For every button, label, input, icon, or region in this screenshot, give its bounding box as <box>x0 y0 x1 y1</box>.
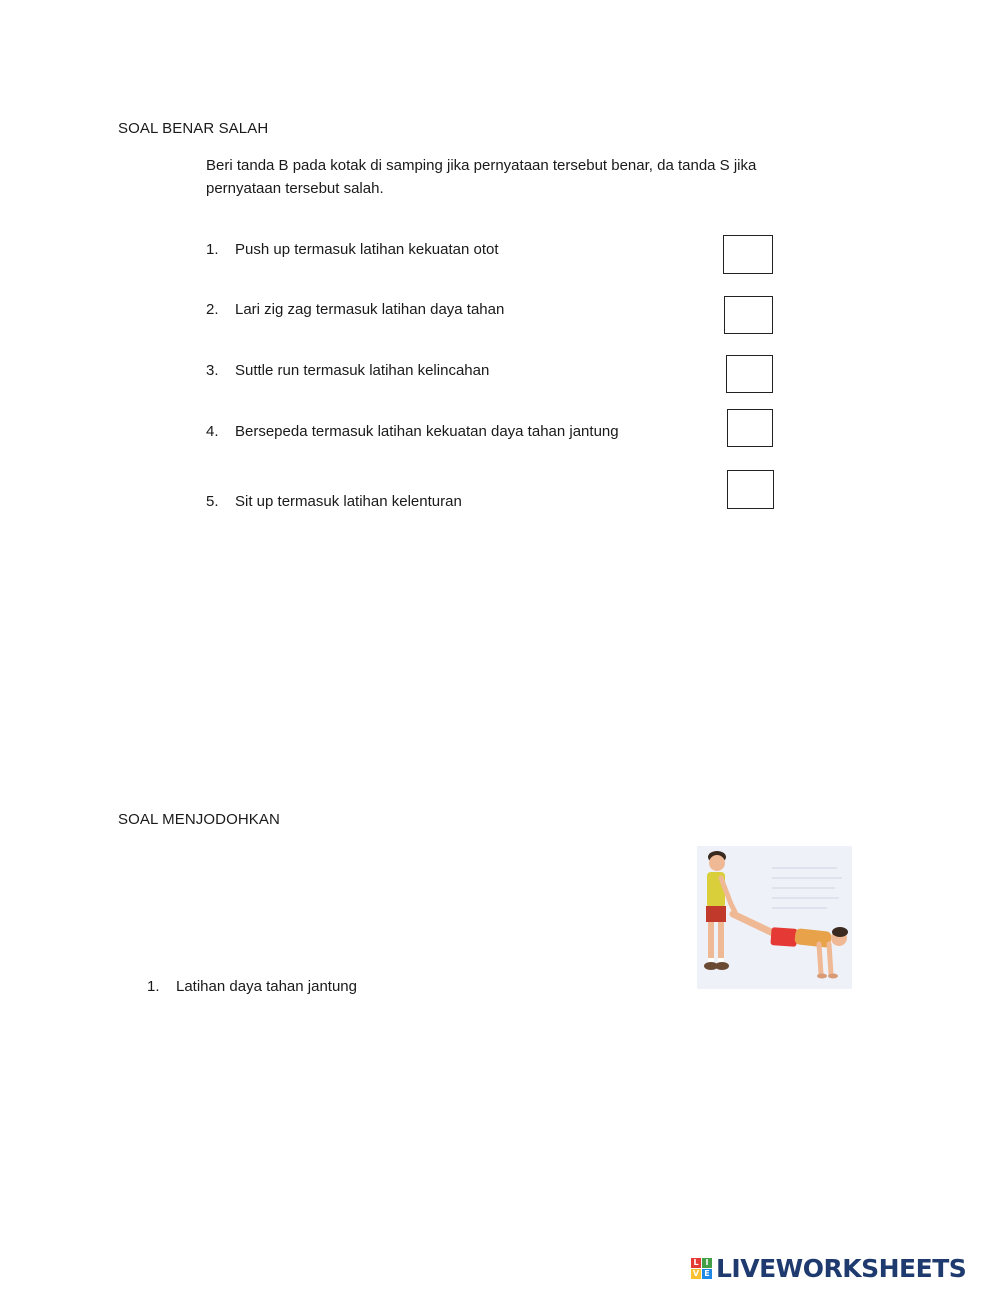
question-text: Bersepeda termasuk latihan kekuatan daya tahan jantung <box>235 423 619 440</box>
logo-letter: I <box>702 1258 712 1268</box>
instruction-text: Beri tanda B pada kotak di samping jika pernyataan tersebut benar, da tanda S jika pernyataan tersebut salah. <box>206 157 757 197</box>
exercise-figure-svg <box>697 846 852 989</box>
question-text: Push up termasuk latihan kekuatan otot <box>235 241 499 258</box>
answer-box-2[interactable] <box>724 296 773 334</box>
liveworksheets-brand-text: LIVEWORKSHEETS <box>716 1254 967 1283</box>
logo-letter: V <box>692 1269 700 1278</box>
answer-box-1[interactable] <box>723 235 773 274</box>
question-number: 5. <box>206 493 219 510</box>
answer-box-4[interactable] <box>727 409 773 447</box>
question-number: 1. <box>206 241 219 258</box>
answer-box-3[interactable] <box>726 355 773 393</box>
question-number: 3. <box>206 362 219 379</box>
section-heading-benar-salah: SOAL BENAR SALAH <box>118 120 269 137</box>
matching-item-number: 1. <box>147 978 160 995</box>
question-text: Lari zig zag termasuk latihan daya tahan <box>235 301 505 318</box>
logo-letter: E <box>702 1269 712 1279</box>
question-number: 4. <box>206 423 219 440</box>
question-number: 2. <box>206 301 219 318</box>
matching-item-text[interactable]: Latihan daya tahan jantung <box>176 978 357 995</box>
wheelbarrow-exercise-illustration[interactable] <box>697 846 852 989</box>
logo-letter: L <box>691 1258 701 1268</box>
section-heading-menjodohkan: SOAL MENJODOHKAN <box>118 811 280 828</box>
question-text: Suttle run termasuk latihan kelincahan <box>235 362 490 379</box>
answer-box-5[interactable] <box>727 470 774 509</box>
liveworksheets-logo[interactable] <box>691 1254 966 1283</box>
liveworksheets-logo-icon <box>691 1258 712 1279</box>
question-text: Sit up termasuk latihan kelenturan <box>235 493 462 510</box>
